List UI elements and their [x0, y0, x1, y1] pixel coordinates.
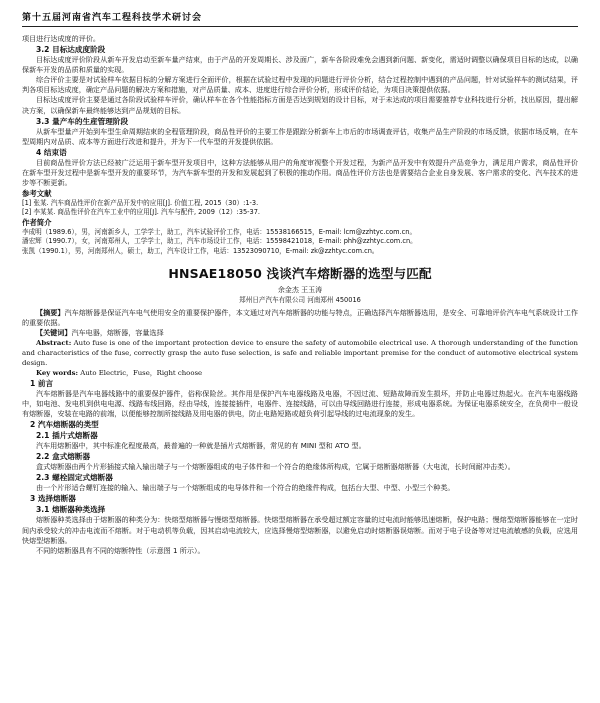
english-abstract — [22, 338, 578, 368]
page — [22, 10, 578, 556]
paper-authors: 余金杰 王玉涛 — [277, 285, 323, 294]
abstract — [22, 308, 578, 328]
paragraph: 汽车熔断器是汽车电器线路中的重要保护器件，俗称保险丝。其作用是保护汽车电器线路及电器，不因过流、短路故障而发生损坏，并防止电器过热起火。在汽车电器线路中，如电池、发电机到供电电源、线路布线回路，经由导线，连接接插件，电器件、连接线路，可以由导线回路进行连接，形成电器系统。为保证电器系统安全，在负荷中一般设有熔断器，安装在电路的前端，以便能够控制所接线路及用电器的供电，防止电路短路或超负荷引起导线的过电流现象的发生。 — [22, 388, 578, 419]
keywords — [22, 328, 578, 338]
paragraph: 目标达成度评价主要是通过各阶段试验样车评价，确认样车在各个性能指标方面是否达到规划的设计目标，对于未达成的项目需要推荐专业科技进行分析，找出原因，提出解决方案，以确保新车最终能够达到产品规划的目标。 — [22, 95, 578, 115]
paragraph: 汽车用熔断器中，其中标准化程度最高，最普遍的一种就是插片式熔断器，常见的有 MINI 型和 ATO 型。 — [36, 441, 366, 451]
keywords-text: 汽车电器，熔断器，容量选择 — [71, 327, 164, 337]
paragraph: 由一个片形适合螺钉连接的输入、输出端子与一个熔断组成的电导体件和一个符合的绝缘件构成，包括台大型、中型、小型三个种类。 — [36, 483, 455, 493]
authors-heading: 作者简介 — [22, 218, 52, 228]
english-keywords — [22, 368, 578, 378]
running-header: 第十五届河南省汽车工程科技学术研讨会 — [22, 10, 578, 27]
reference-item: [2] 李某某. 商品性评价在汽车工业中的应用[J]. 汽车与配件, 2009（12）:35-37. — [22, 208, 260, 217]
paper-affiliation: 郑州日产汽车有限公司 河南郑州 450016 — [239, 295, 361, 304]
abstract-label: 【摘要】 — [36, 307, 65, 317]
references-heading: 参考文献 — [22, 189, 52, 199]
reference-item: [1] 张某. 汽车商品性评价在新产品开发中的应用[J]. 价值工程, 2015（30）:1-3. — [22, 199, 259, 208]
paper — [22, 264, 578, 556]
paper-title: HNSAE18050 浅谈汽车熔断器的选型与匹配 — [168, 265, 432, 281]
paragraph: 综合评价主要是对试验样车依据目标的分解方案进行全面评价，根据在试验过程中发现的问题进行评价分析，结合过程控制中遇到的产品问题，针对试验样车的测试结果，评判各项目标达成度，确定产品问题的解决方案和措施，对产品质量、成本、进度进行综合评价分析，形成评价结论，为项目决策提供依据。 — [22, 75, 578, 95]
paragraph: 不同的熔断器具有不同的熔断特性（示意图 1 所示）。 — [36, 545, 205, 555]
author-item: 李成明（1989.6），男，河南新乡人，工学学士，助工，汽车试验评价工作，电话：15538166515，E-mail: lcm@zzhtyc.com.cn。 — [22, 228, 417, 237]
paragraph: 从新车型量产开始到车型生命周期结束的全程管理阶段，商品性评价的主要工作是跟踪分析新车上市后的市场调查评估，收集产品生产阶段的市场反馈，依据市场反响，在车型周期内对品质、成本等方面进行改进和提升，并为下一代车型的开发提供依据。 — [22, 126, 578, 146]
abstract-text: 汽车熔断器是保证汽车电气使用安全的重要保护器件，本文通过对汽车熔断器的功能与特点，正确选择汽车熔断器选用，是安全、可靠地评价汽车电气系统设计工作的重要依据。 — [22, 307, 578, 327]
subsection-heading: 2.1 插片式熔断器 — [36, 431, 98, 441]
subsection-heading: 3.1 熔断器种类选择 — [36, 505, 106, 515]
section-heading: 2 汽车熔断器的类型 — [30, 420, 99, 430]
section-heading: 1 前言 — [30, 378, 54, 388]
section-heading: 3.2 目标达成度阶段 — [36, 45, 106, 55]
subsection-heading: 2.3 螺栓固定式熔断器 — [36, 473, 113, 483]
section-heading: 4 结束语 — [36, 147, 67, 157]
english-abstract-text: Auto fuse is one of the important protection device to ensure the safety of automobile electrical use. A thorough understanding of the function and characteristics of the fuse, correctly grasp the auto fuse selection, is safe and reliable important premise for the conduct of automotive electrical system design. — [22, 338, 578, 367]
subsection-heading: 2.2 盒式熔断器 — [36, 452, 91, 462]
paragraph: 目标达成度评价阶段从新车开发启动至新车量产结束，由于产品的开发周期长、涉及面广，新车各阶段难免会遇到新问题、新变化，需适时调整以确保项目目标的达成，以确保新车开发的品质和质量的实现。 — [22, 55, 578, 75]
paragraph: 盒式熔断器由两个片形插接式输入输出端子与一个熔断器组成的电子体件和一个符合的绝缘体所构成，它属于熔断器熔断器（大电流，长时间耐冲击类）。 — [36, 462, 515, 472]
paragraph: 项目进行达成度的评价。 — [22, 34, 101, 43]
reference-list — [22, 199, 578, 217]
section-heading: 3 选择熔断器 — [30, 494, 76, 504]
english-keywords-label: Key words: — [36, 368, 79, 377]
author-item: 张凯（1990.1），男，河南郑州人，硕士，助工，汽车设计工作，电话：13523090710，E-mail: zk@zzhtyc.com.cn。 — [22, 246, 379, 255]
author-list — [22, 228, 578, 255]
previous-paper-tail — [22, 34, 578, 256]
author-item: 潘宏辉（1990.7），女，河南郑州人，工学学士，助工，汽车市场设计工作，电话：15598421018，E-mail: phh@zzhtyc.com.cn。 — [22, 237, 417, 246]
section-heading: 3.3 量产车的生産管理阶段 — [36, 116, 129, 126]
paragraph: 目前商品性评价方法已经被广泛运用于新车型开发项目中，这种方法能够从用户的角度审视整个开发过程，为新产品开发中有效提升产品竞争力，满足用户需求，商品性评价在新车型开发过程中是新车型开发的重要环节，为汽车新车型的开发和发展起到了积极的推动作用。商品性评价方法也是需要结合企业自身发展、客户需求的变化、汽车技术的进步等不断更新。 — [22, 157, 578, 188]
english-abstract-label: Abstract: — [36, 338, 72, 347]
paragraph: 熔断器种类选择由于熔断器的种类分为：快熔型熔断器与慢熔型熔断器。快熔型熔断器在承受超过额定容量的过电流时能够迅速熔断，保护电路；慢熔型熔断器能够在一定时间内承受较大的冲击电流而不熔断。对于电动机等负载，因其启动电流较大，应选择慢熔型熔断器，以避免启动时熔断器误熔断。而对于电子设备等对过电流敏感的负载，应选用快熔型熔断器。 — [22, 515, 578, 545]
english-keywords-text: Auto Electric，Fuse，Right choose — [80, 368, 203, 377]
keywords-label: 【关键词】 — [36, 327, 72, 337]
